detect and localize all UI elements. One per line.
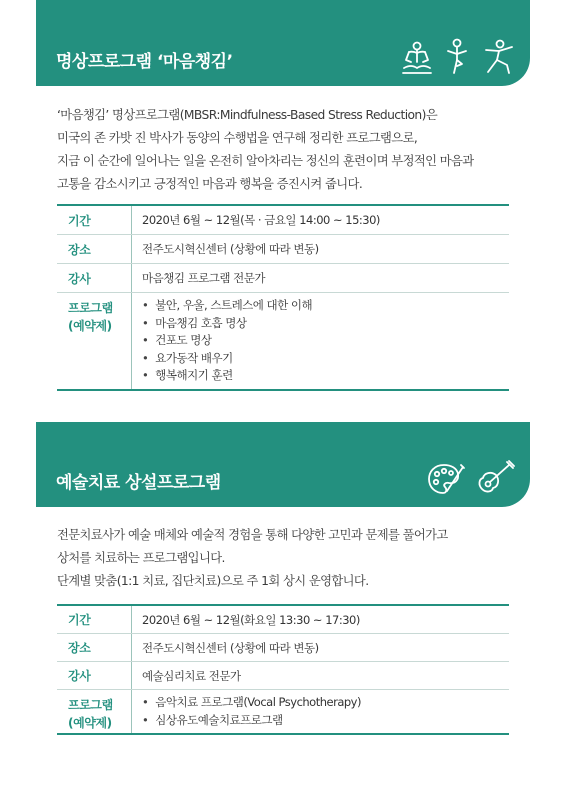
program-item: • 건포도 명상	[142, 332, 312, 350]
section-intro	[57, 524, 517, 593]
instructor-row	[57, 264, 509, 293]
section-banner-meditation	[36, 0, 530, 86]
program-info-table	[57, 204, 509, 391]
period-value: 2020년 6월 ~ 12월(목 · 금요일 14:00 ~ 15:30)	[142, 213, 380, 227]
intro-line: 전문치료사가 예술 매체와 예술적 경험을 통해 다양한 고민과 문제를 풀어가고	[57, 528, 448, 542]
program-label	[57, 690, 132, 733]
period-label: 기간	[57, 206, 132, 234]
place-value: 전주도시혁신센터 (상황에 따라 변동)	[142, 640, 319, 655]
intro-line: 단계별 맞춤(1:1 치료, 집단치료)으로 주 1회 상시 운영합니다.	[57, 574, 369, 588]
program-list-cell	[132, 293, 312, 389]
program-list-cell	[132, 690, 361, 733]
instructor-value: 예술심리치료 전문가	[142, 668, 241, 683]
instructor-row	[57, 662, 509, 690]
intro-line: 고통을 감소시키고 긍정적인 마음과 행복을 증진시켜 줍니다.	[57, 177, 363, 191]
program-row	[57, 690, 509, 733]
place-label: 장소	[57, 235, 132, 263]
program-list	[142, 293, 312, 389]
period-row	[57, 206, 509, 235]
program-item: • 마음챙김 호흡 명상	[142, 315, 312, 333]
palette-icon	[426, 461, 466, 497]
banner-icons	[400, 38, 516, 76]
intro-line: ‘마음챙김’ 명상프로그램(MBSR:Mindfulness-Based Stress Reduction)은	[57, 108, 438, 122]
program-label-line: 프로그램	[68, 301, 113, 315]
program-item: • 요가동작 배우기	[142, 350, 312, 368]
section-banner-art-therapy	[36, 422, 530, 507]
program-label-line: (예약제)	[68, 319, 112, 333]
yoga-pose-icon	[444, 38, 470, 76]
banner-icons	[426, 459, 516, 497]
instructor-label: 강사	[57, 662, 132, 689]
place-row	[57, 235, 509, 264]
section-intro	[57, 104, 517, 196]
stretching-icon	[480, 38, 516, 76]
period-row	[57, 606, 509, 634]
program-info-table	[57, 604, 509, 735]
guitar-icon	[476, 459, 516, 497]
instructor-label: 강사	[57, 264, 132, 292]
section-title: 명상프로그램 ‘마음챙김’	[56, 52, 233, 72]
program-row	[57, 293, 509, 389]
instructor-value: 마음챙김 프로그램 전문가	[142, 271, 266, 285]
program-label-line: 프로그램	[68, 698, 113, 712]
section-title: 예술치료 상설프로그램	[56, 473, 221, 493]
intro-line: 미국의 존 카밧 진 박사가 동양의 수행법을 연구해 정리한 프로그램으로,	[57, 131, 418, 145]
intro-line: 상처를 치료하는 프로그램입니다.	[57, 551, 225, 565]
period-value: 2020년 6월 ~ 12월(화요일 13:30 ~ 17:30)	[142, 612, 360, 627]
period-label: 기간	[57, 606, 132, 633]
program-item: • 심상유도예술치료프로그램	[142, 712, 361, 730]
place-row	[57, 634, 509, 662]
program-label	[57, 293, 132, 389]
program-item: • 음악치료 프로그램(Vocal Psychotherapy)	[142, 694, 361, 712]
place-label: 장소	[57, 634, 132, 661]
meditation-icon	[400, 40, 434, 76]
intro-line: 지금 이 순간에 일어나는 일을 온전히 알아차리는 정신의 훈련이며 부정적인 마음과	[57, 154, 474, 168]
place-value: 전주도시혁신센터 (상황에 따라 변동)	[142, 242, 319, 256]
program-label-line: (예약제)	[68, 716, 112, 730]
program-item: • 행복해지기 훈련	[142, 367, 312, 385]
program-list	[142, 690, 361, 733]
program-item: • 불안, 우울, 스트레스에 대한 이해	[142, 297, 312, 315]
